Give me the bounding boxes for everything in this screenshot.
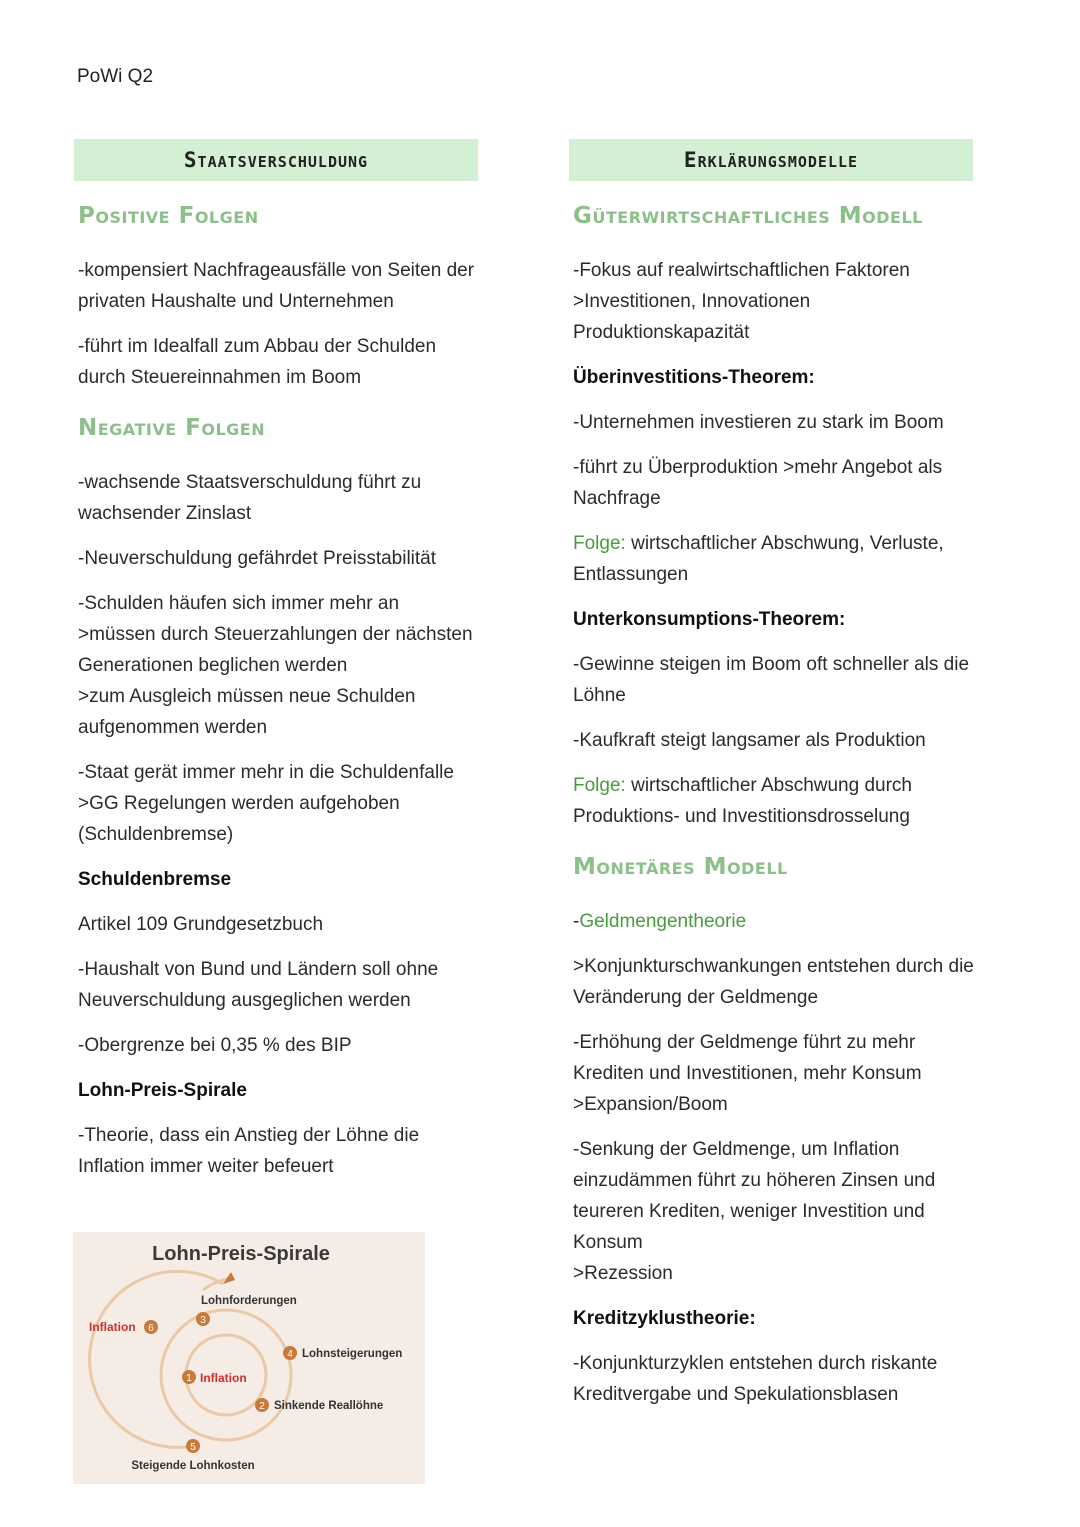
paragraph-folge xyxy=(573,770,999,832)
paragraph xyxy=(78,1030,494,1061)
text-line: Krediten und Investitionen, mehr Konsum xyxy=(573,1063,922,1084)
step-2-number: 2 xyxy=(259,1401,265,1412)
text-line: Kreditvergabe und Spekulationsblasen xyxy=(573,1384,899,1405)
heading-gueterwirtschaftliches-modell: Güterwirtschaftliches Modell xyxy=(573,203,923,229)
heading-monetaeres-modell: Monetäres Modell xyxy=(573,854,788,880)
folge-label: Folge: xyxy=(573,775,626,796)
text-line: -Neuverschuldung gefährdet Preisstabilität xyxy=(78,548,437,569)
paragraph xyxy=(573,255,999,348)
document-header: PoWi Q2 xyxy=(77,66,154,87)
paragraph xyxy=(573,951,999,1013)
left-column xyxy=(74,139,494,1196)
arrow-head-icon xyxy=(223,1272,235,1284)
text-line: >müssen durch Steuerzahlungen der nächsten xyxy=(78,624,473,645)
text-line: >Rezession xyxy=(573,1263,673,1284)
text-line: einzudämmen führt zu höheren Zinsen und xyxy=(573,1170,936,1191)
text-line: -Senkung der Geldmenge, um Inflation xyxy=(573,1139,900,1160)
paragraph xyxy=(78,757,494,850)
step-1-label: Inflation xyxy=(200,1371,247,1385)
text-line: -führt zu Überproduktion >mehr Angebot als xyxy=(573,457,943,478)
paragraph xyxy=(573,649,999,711)
text-line: -Fokus auf realwirtschaftlichen Faktoren xyxy=(573,260,910,281)
text-line: teureren Krediten, weniger Investition und xyxy=(573,1201,925,1222)
paragraph xyxy=(78,255,494,317)
text-line: Löhne xyxy=(573,685,626,706)
text-line: -Schulden häufen sich immer mehr an xyxy=(78,593,400,614)
text-line: >GG Regelungen werden aufgehoben xyxy=(78,793,400,814)
paragraph xyxy=(573,1348,999,1410)
folge-text: wirtschaftlicher Abschwung, Verluste, xyxy=(625,533,944,554)
text-line: -Haushalt von Bund und Ländern soll ohne xyxy=(78,959,439,980)
text-line: privaten Haushalte und Unternehmen xyxy=(78,291,394,312)
text-line xyxy=(573,770,999,801)
text-line: Generationen beglichen werden xyxy=(78,655,348,676)
paragraph xyxy=(78,954,494,1016)
diagram-title: Lohn-Preis-Spirale xyxy=(152,1243,330,1265)
section-banner-erklaerungsmodelle: Erklärungsmodelle xyxy=(569,139,973,181)
text-line: Inflation immer weiter befeuert xyxy=(78,1156,334,1177)
text-line: -Unternehmen investieren zu stark im Boom xyxy=(573,412,944,433)
step-3-label: Lohnforderungen xyxy=(201,1295,297,1307)
step-3-number: 3 xyxy=(200,1315,206,1326)
text-line: -Obergrenze bei 0,35 % des BIP xyxy=(78,1035,352,1056)
heading-kreditzyklustheorie: Kreditzyklustheorie: xyxy=(573,1308,756,1329)
heading-positive-folgen: Positive Folgen xyxy=(78,203,259,229)
paragraph xyxy=(573,407,999,438)
text-line: -Konjunkturzyklen entstehen durch riskante xyxy=(573,1353,938,1374)
paragraph xyxy=(573,1134,999,1289)
section-banner-staatsverschuldung: Staatsverschuldung xyxy=(74,139,478,181)
step-6-label: Inflation xyxy=(89,1320,136,1334)
text-line: Neuverschuldung ausgeglichen werden xyxy=(78,990,411,1011)
text-line xyxy=(573,528,999,559)
heading-ueberinvestitions-theorem: Überinvestitions-Theorem: xyxy=(573,367,815,388)
paragraph xyxy=(78,588,494,743)
text-line: -kompensiert Nachfrageausfälle von Seiten der xyxy=(78,260,475,281)
text-line: durch Steuereinnahmen im Boom xyxy=(78,367,362,388)
text-line: >Investitionen, Innovationen xyxy=(573,291,811,312)
paragraph xyxy=(78,467,494,529)
text-line: -Kaufkraft steigt langsamer als Produktion xyxy=(573,730,926,751)
paragraph xyxy=(78,331,494,393)
heading-schuldenbremse: Schuldenbremse xyxy=(78,869,232,890)
text-line: Veränderung der Geldmenge xyxy=(573,987,819,1008)
step-2 xyxy=(255,1398,383,1412)
step-1 xyxy=(182,1370,247,1385)
text-line: aufgenommen werden xyxy=(78,717,268,738)
text-line: >Expansion/Boom xyxy=(573,1094,728,1115)
dash: - xyxy=(573,911,580,932)
paragraph xyxy=(573,1027,999,1120)
text-line: (Schuldenbremse) xyxy=(78,824,234,845)
paragraph xyxy=(78,543,494,574)
spiral-svg xyxy=(73,1232,425,1484)
geldmengentheorie-label: Geldmengentheorie xyxy=(579,911,747,932)
paragraph xyxy=(573,452,999,514)
text-line: Produktions- und Investitionsdrosselung xyxy=(573,806,910,827)
step-4-label: Lohnsteigerungen xyxy=(302,1348,403,1360)
text-line: >zum Ausgleich müssen neue Schulden xyxy=(78,686,416,707)
step-5-number: 5 xyxy=(190,1442,196,1453)
text-line: -Erhöhung der Geldmenge führt zu mehr xyxy=(573,1032,916,1053)
paragraph xyxy=(78,1120,494,1182)
text-line: -führt im Idealfall zum Abbau der Schulden xyxy=(78,336,437,357)
right-column xyxy=(569,139,999,1424)
paragraph-folge xyxy=(573,528,999,590)
text-line: >Konjunkturschwankungen entstehen durch die xyxy=(573,956,974,977)
paragraph xyxy=(573,725,999,756)
paragraph xyxy=(78,909,494,940)
step-1-number: 1 xyxy=(186,1373,192,1384)
step-5-label: Steigende Lohnkosten xyxy=(131,1460,255,1472)
heading-unterkonsumptions-theorem: Unterkonsumptions-Theorem: xyxy=(573,609,846,630)
step-6 xyxy=(89,1320,158,1334)
lohn-preis-spirale-diagram xyxy=(73,1232,425,1484)
text-line: wachsender Zinslast xyxy=(78,503,252,524)
folge-label: Folge: xyxy=(573,533,626,554)
step-4-number: 4 xyxy=(287,1349,293,1360)
text-line: -Staat gerät immer mehr in die Schuldenfalle xyxy=(78,762,454,783)
step-2-label: Sinkende Reallöhne xyxy=(274,1400,384,1412)
text-line: Konsum xyxy=(573,1232,643,1253)
text-line: Entlassungen xyxy=(573,564,689,585)
step-6-number: 6 xyxy=(148,1323,154,1334)
heading-negative-folgen: Negative Folgen xyxy=(78,415,266,441)
step-4 xyxy=(283,1346,402,1360)
text-line: -wachsende Staatsverschuldung führt zu xyxy=(78,472,422,493)
text-line: Produktionskapazität xyxy=(573,322,750,343)
paragraph xyxy=(573,906,999,937)
heading-lohn-preis-spirale: Lohn-Preis-Spirale xyxy=(78,1080,247,1101)
folge-text: wirtschaftlicher Abschwung durch xyxy=(625,775,912,796)
text-line: -Gewinne steigen im Boom oft schneller als die xyxy=(573,654,970,675)
text-line: -Theorie, dass ein Anstieg der Löhne die xyxy=(78,1125,420,1146)
text-line: Nachfrage xyxy=(573,488,661,509)
text-line: Artikel 109 Grundgesetzbuch xyxy=(78,914,324,935)
